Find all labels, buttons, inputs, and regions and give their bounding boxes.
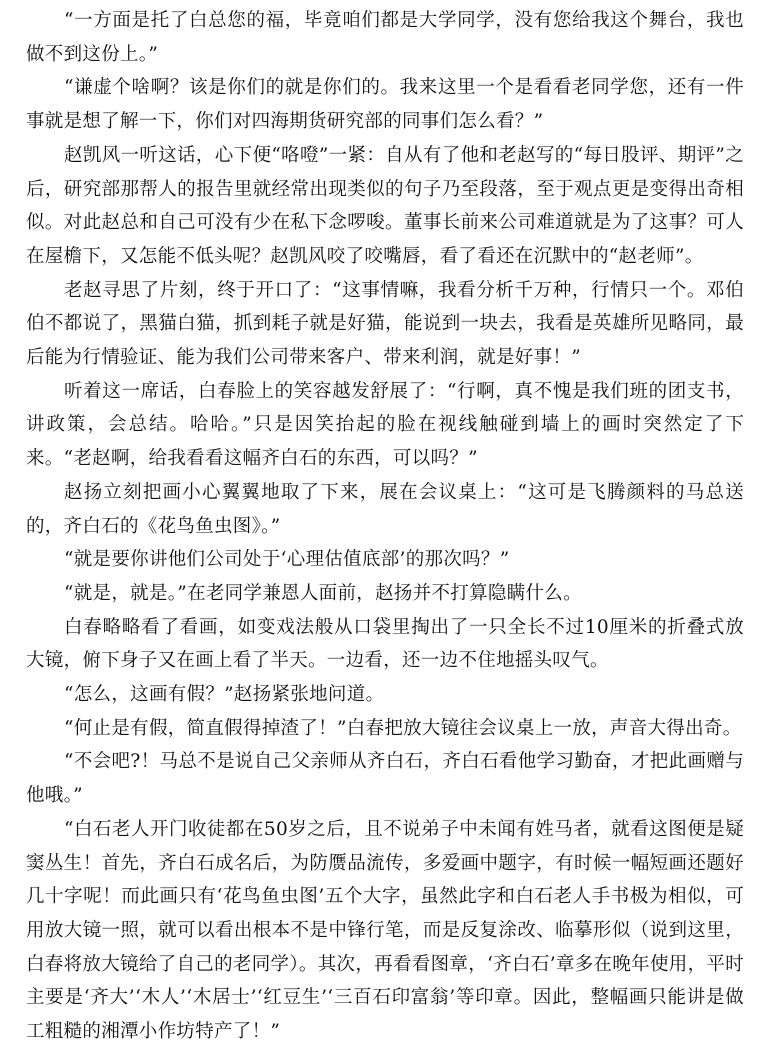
paragraph-5: 听着这一席话，白春脸上的笑容越发舒展了：“行啊，真不愧是我们班的团支书，讲政策，会总结。哈哈。”只是因笑抬起的脸在视线触碰到墙上的画时突然定了下来。“老赵啊，给我看看这幅齐白石的东西，可以吗？” bbox=[26, 380, 744, 470]
paragraph-1: “一方面是托了白总您的福，毕竟咱们都是大学同学，没有您给我这个舞台，我也做不到这份上。” bbox=[26, 10, 744, 65]
paragraph-7: “就是要你讲他们公司处于‘心理估值底部’的那次吗？” bbox=[64, 549, 510, 571]
paragraph-11: “何止是有假，简直假得掉渣了！”白春把放大镜往会议桌上一放，声音大得出奇。 bbox=[64, 717, 742, 739]
paragraph-12: “不会吧?！马总不是说自己父亲师从齐白石，齐白石看他学习勤奋，才把此画赠与他哦。” bbox=[26, 751, 744, 807]
paragraph-8: “就是，就是。”在老同学兼恩人面前，赵扬并不打算隐瞒什么。 bbox=[64, 582, 582, 604]
paragraph-2: “谦虚个啥啊？该是你们的就是你们的。我来这里一个是看看老同学您，还有一件事就是想了解一下，你们对四海期货研究部的同事们怎么看？” bbox=[26, 77, 744, 133]
paragraph-3: 赵凯风一听这话，心下便“咯噔”一紧：自从有了他和老赵写的“每日股评、期评”之后，研究部那帮人的报告里就经常出现类似的句子乃至段落，至于观点更是变得出奇相似。对此赵总和自己可没有少在私下念啰唆。董事长前来公司难道就是为了这事？可人在屋檐下，又怎能不低头呢？赵凯风咬了咬嘴唇，看了看还在沉默中的“赵老师”。 bbox=[26, 144, 744, 267]
paragraph-4: 老赵寻思了片刻，终于开口了：“这事情嘛，我看分析千万种，行情只一个。邓伯伯不都说了，黑猫白猫，抓到耗子就是好猫，能说到一块去，我看是英雄所见略同，最后能为行情验证、能为我们公司带来客户、带来利润，就是好事！” bbox=[26, 279, 744, 369]
paragraph-9: 白春略略看了看画，如变戏法般从口袋里掏出了一只全长不过10厘米的折叠式放大镜，俯下身子又在画上看了半天。一边看，还一边不住地摇头叹气。 bbox=[26, 616, 744, 672]
paragraph-10: “怎么，这画有假？”赵扬紧张地问道。 bbox=[64, 684, 385, 706]
document-page bbox=[26, 4, 744, 1049]
paragraph-13: “白石老人开门收徒都在50岁之后，且不说弟子中未闻有姓马者，就看这图便是疑窦丛生！首先，齐白石成名后，为防赝品流传，多爱画中题字，有时候一幅短画还题好几十字呢！而此画只有‘花鸟鱼虫图’五个大字，虽然此字和白石老人手书极为相似，可用放大镜一照，就可以看出根本不是中锋行笔，而是反复涂改、临摹形似（说到这里，白春将放大镜给了自己的老同学）。其次，再看看图章，‘齐白石’章多在晚年使用，平时主要是‘齐大’‘木人’‘木居士’‘红豆生’‘三百石印富翁’等印章。因此，整幅画只能讲是做工粗糙的湘潭小作坊特产了！” bbox=[26, 818, 744, 1043]
paragraph-6: 赵扬立刻把画小心翼翼地取了下来，展在会议桌上：“这可是飞腾颜料的马总送的，齐白石的《花鸟鱼虫图》。” bbox=[26, 481, 744, 537]
